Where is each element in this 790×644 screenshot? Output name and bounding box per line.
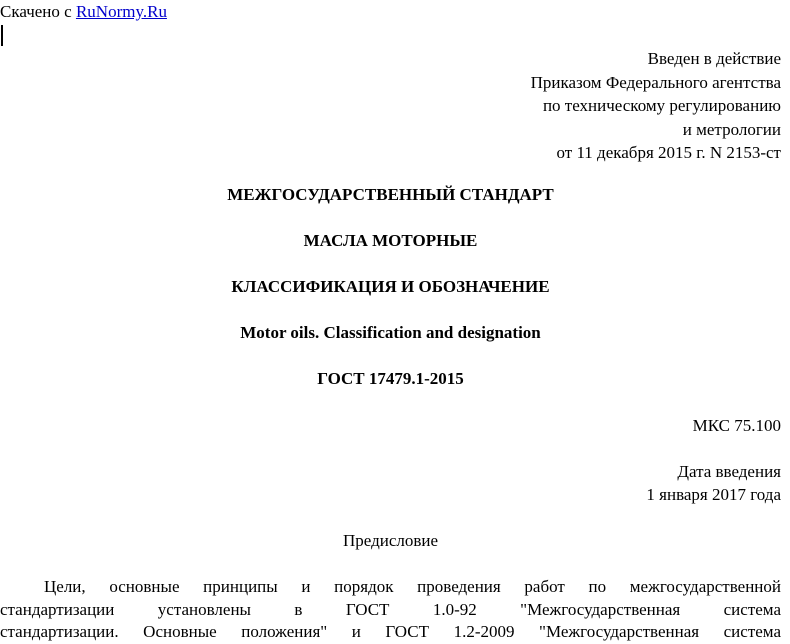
preface-heading: Предисловие	[342, 531, 439, 550]
intro-line: и метрологии	[682, 119, 781, 139]
intro-line: от 11 декабря 2015 г. N 2153-ст	[556, 143, 781, 162]
text-cursor	[1, 25, 3, 46]
intro-line: Приказом Федерального агентства	[530, 72, 781, 92]
subtitle-heading: КЛАССИФИКАЦИЯ И ОБОЗНАЧЕНИЕ	[231, 277, 550, 296]
paragraph-line: стандартизации. Основные положения" и ГОСТ 1.2-2009 "Межгосударственная система	[0, 622, 781, 641]
english-title: Motor oils. Classification and designation	[240, 323, 541, 342]
paragraph-line: стандартизации установлены в ГОСТ 1.0-92 "Межгосударственная система	[0, 599, 781, 619]
runormy-link[interactable]: RuNormy.Ru	[75, 2, 167, 21]
subject-heading: МАСЛА МОТОРНЫЕ	[303, 231, 478, 250]
intro-date-value: 1 января 2017 года	[646, 485, 781, 504]
standard-type-heading: МЕЖГОСУДАРСТВЕННЫЙ СТАНДАРТ	[227, 185, 554, 204]
source-prefix: Скачено с	[0, 2, 76, 21]
intro-block	[531, 47, 781, 165]
intro-date-label: Дата введения	[677, 462, 781, 481]
source-line	[0, 2, 167, 22]
preface-paragraph	[0, 576, 781, 644]
intro-line: по техническому регулированию	[542, 96, 781, 115]
standard-code: ГОСТ 17479.1-2015	[317, 369, 464, 388]
mks-code: МКС 75.100	[692, 416, 781, 435]
paragraph-line: Цели, основные принципы и порядок проведения работ по межгосударственной	[44, 577, 781, 596]
intro-line: Введен в действие	[647, 49, 781, 68]
